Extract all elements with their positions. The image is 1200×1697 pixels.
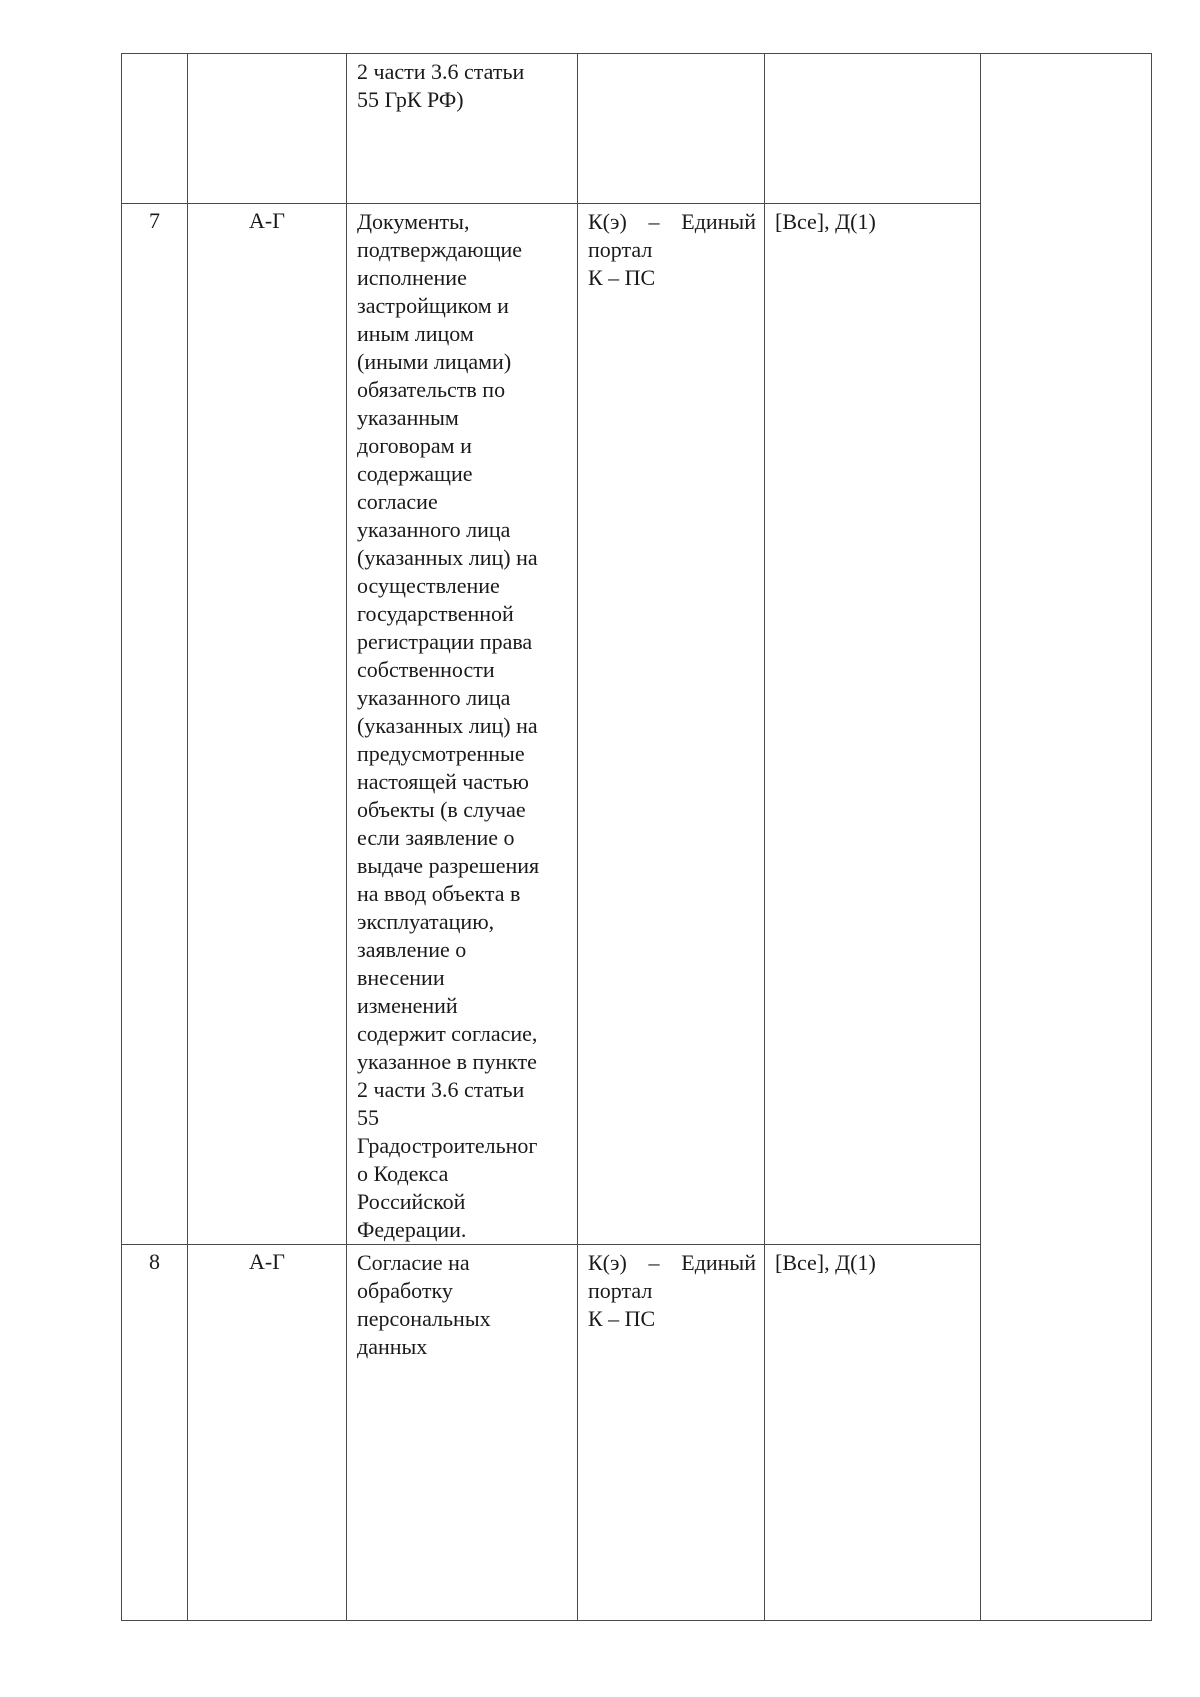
document-name-line: указанное в пункте [357,1049,537,1074]
submission-method-line: портал [588,1278,653,1303]
document-name-line: Градостроительног [357,1133,538,1158]
recipients-cell [765,204,981,1245]
row-type-cell [188,1245,347,1621]
submission-method-cell [578,204,765,1245]
document-name-cell [347,54,578,204]
document-name-line: указанным [357,405,459,430]
document-name-line: (указанных лиц) на [357,713,538,738]
document-name-line: Согласие на [357,1250,470,1275]
document-name-line: 2 части 3.6 статьи [357,1077,525,1102]
document-name-line: 2 части 3.6 статьи [357,59,525,84]
submission-method-line: К – ПС [588,265,656,290]
document-name-line: собственности [357,657,495,682]
document-table [121,53,1152,1621]
recipients-cell [765,1245,981,1621]
document-name-line: изменений [357,993,458,1018]
document-name-line: объекты (в случае [357,797,526,822]
document-name-line: обработку [357,1278,453,1303]
document-name-line: 55 [357,1105,379,1130]
document-name-line: если заявление о [357,825,515,850]
document-name-line: регистрации права [357,629,533,654]
row-type-cell [188,204,347,1245]
document-name-line: выдаче разрешения [357,853,540,878]
document-name-line: обязательств по [357,377,506,402]
empty-side-cell [981,54,1152,1621]
recipients-cell [765,54,981,204]
recipients-text: [Все], Д(1) [775,209,876,234]
document-name-line: застройщиком и [357,293,509,318]
document-name-line: исполнение [357,265,467,290]
document-name-line: данных [357,1334,428,1359]
document-name-line: предусмотренные [357,741,525,766]
submission-method-line: К – ПС [588,1306,656,1331]
document-name-line: заявление о [357,937,467,962]
submission-method-line: портал [588,237,653,262]
document-name-line: внесении [357,965,445,990]
document-name-line: согласие [357,489,438,514]
document-name-line: Документы, [357,209,470,234]
document-name-line: осуществление [357,573,500,598]
row-number: 7 [149,208,160,233]
document-name-line: Российской [357,1189,466,1214]
document-name-line: содержащие [357,461,473,486]
document-name-line: настоящей частью [357,769,529,794]
row-type: А-Г [249,1249,285,1274]
submission-method-line: К(э) – Единый [588,1250,756,1275]
row-type-cell [188,54,347,204]
document-name-line: о Кодекса [357,1161,449,1186]
document-name-line: 55 ГрК РФ) [357,87,464,112]
submission-method-cell [578,1245,765,1621]
document-name-line: (иными лицами) [357,349,512,374]
submission-method-line: К(э) – Единый [588,209,756,234]
document-name-line: Федерации. [357,1217,467,1242]
document-name-line: иным лицом [357,321,474,346]
document-name-cell [347,204,578,1245]
row-number-cell [122,204,188,1245]
row-number: 8 [149,1249,160,1274]
document-name-line: подтверждающие [357,237,523,262]
submission-method-cell [578,54,765,204]
recipients-text: [Все], Д(1) [775,1250,876,1275]
document-name-cell [347,1245,578,1621]
document-name-line: государственной [357,601,514,626]
document-name-line: содержит согласие, [357,1021,538,1046]
document-name-line: указанного лица [357,517,511,542]
document-name-line: договорам и [357,433,472,458]
row-number-cell [122,1245,188,1621]
document-name-line: (указанных лиц) на [357,545,538,570]
row-number-cell [122,54,188,204]
row-type: А-Г [249,208,285,233]
document-name-line: на ввод объекта в [357,881,521,906]
document-name-line: персональных [357,1306,491,1331]
document-name-line: эксплуатацию, [357,909,495,934]
document-name-line: указанного лица [357,685,511,710]
table-row [122,54,1152,204]
